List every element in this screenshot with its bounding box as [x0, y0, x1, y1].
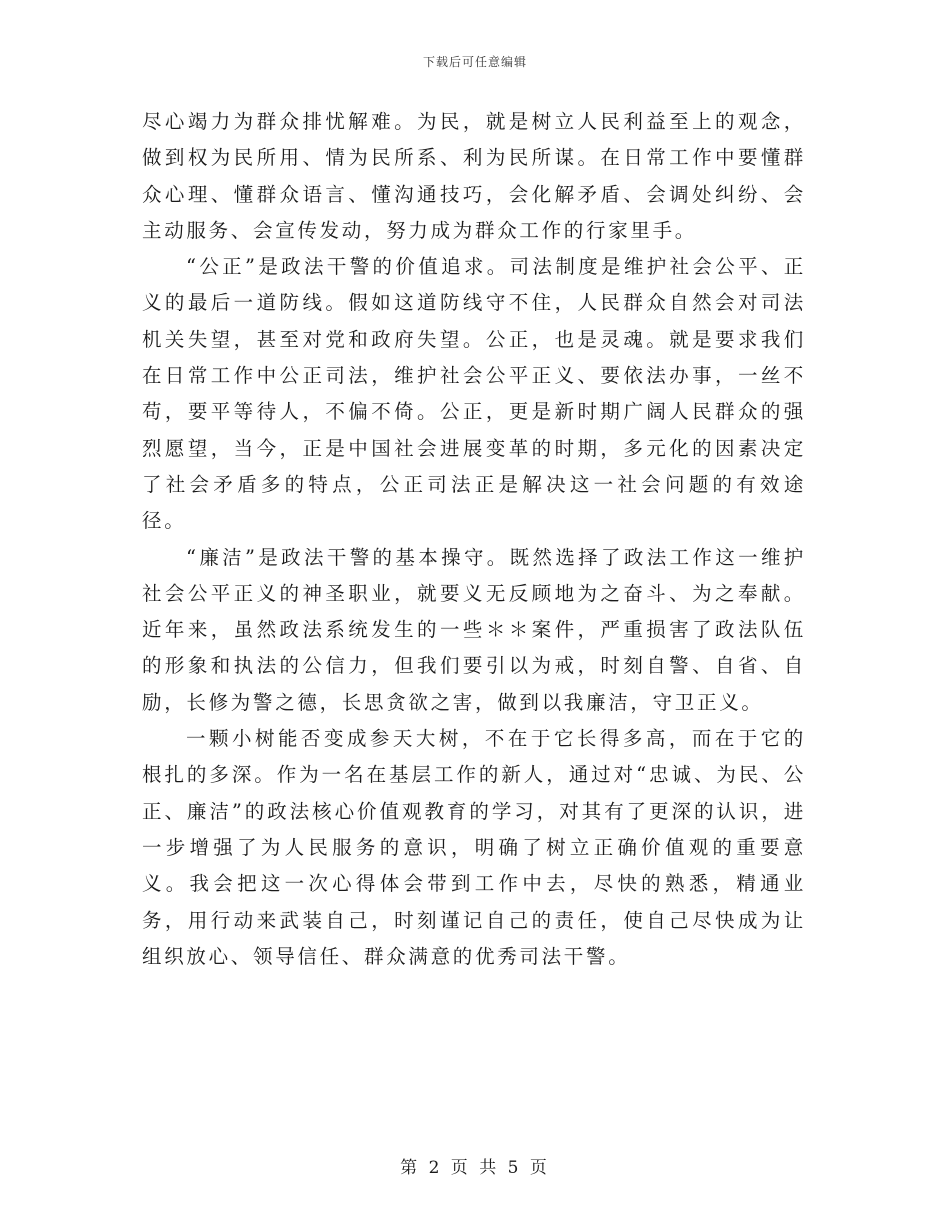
document-body: [142, 104, 806, 975]
paragraph-integrity: “廉洁”是政法干警的基本操守。既然选择了政法工作这一维护社会公平正义的神圣职业，就要义无反顾地为之奋斗、为之奉献。近年来，虽然政法系统发生的一些＊＊案件，严重损害了政法队伍的形象和执法的公信力，但我们要引以为戒，时刻自警、自省、自励，长修为警之德，长思贪欲之害，做到以我廉洁，守卫正义。: [142, 545, 806, 714]
paragraph-continuation: 尽心竭力为群众排忧解难。为民，就是树立人民利益至上的观念，做到权为民所用、情为民所系、利为民所谋。在日常工作中要懂群众心理、懂群众语言、懂沟通技巧，会化解矛盾、会调处纠纷、会主动服务、会宣传发动，努力成为群众工作的行家里手。: [142, 110, 806, 242]
paragraph-conclusion: 一颗小树能否变成参天大树，不在于它长得多高，而在于它的根扎的多深。作为一名在基层工作的新人，通过对“忠诚、为民、公正、廉洁”的政法核心价值观教育的学习，对其有了更深的认识，进一步增强了为人民服务的意识，明确了树立正确价值观的重要意义。我会把这一次心得体会带到工作中去，尽快的熟悉，精通业务，用行动来武装自己，时刻谨记自己的责任，使自己尽快成为让组织放心、领导信任、群众满意的优秀司法干警。: [142, 727, 806, 968]
page-header-note: 下载后可任意编辑: [422, 55, 527, 69]
page-number: 第 2 页 共 5 页: [400, 1158, 550, 1178]
paragraph-fairness: “公正”是政法干警的价值追求。司法制度是维护社会公平、正义的最后一道防线。假如这道防线守不住，人民群众自然会对司法机关失望，甚至对党和政府失望。公正，也是灵魂。就是要求我们在日常工作中公正司法，维护社会公平正义、要依法办事，一丝不苟，要平等待人，不偏不倚。公正，更是新时期广阔人民群众的强烈愿望，当今，正是中国社会进展变革的时期，多元化的因素决定了社会矛盾多的特点，公正司法正是解决这一社会问题的有效途径。: [142, 255, 806, 533]
